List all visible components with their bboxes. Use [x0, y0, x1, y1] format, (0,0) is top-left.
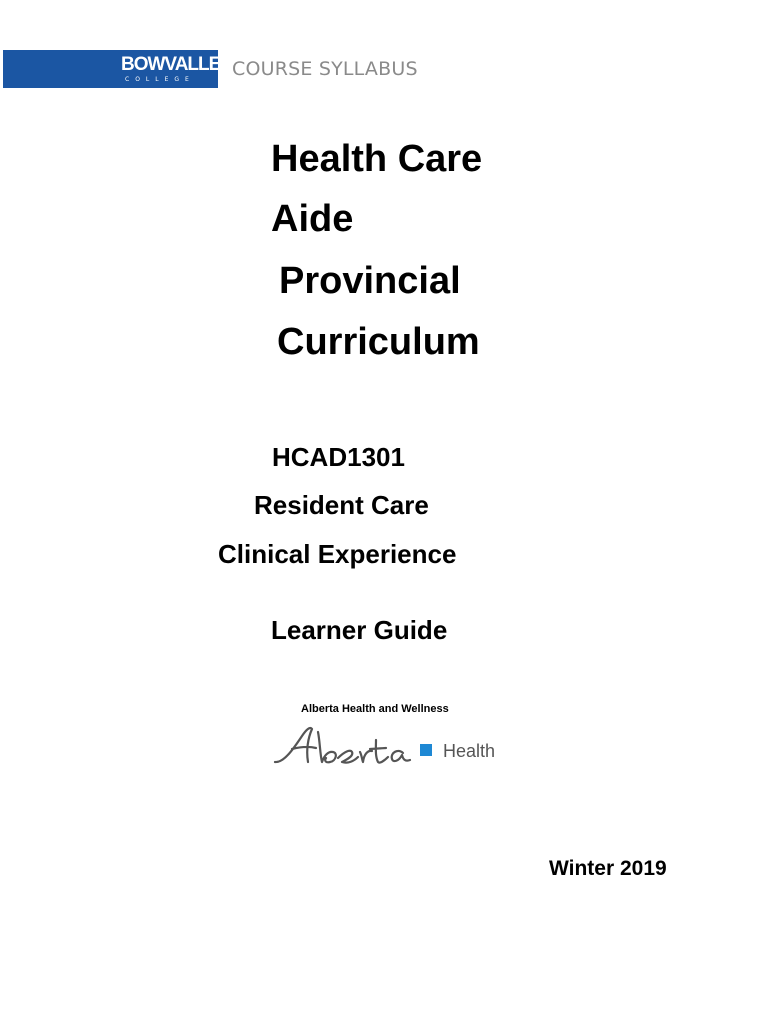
title-line-4: Curriculum: [277, 321, 480, 363]
title-line-3: Provincial: [279, 260, 461, 302]
course-code: HCAD1301: [272, 442, 405, 472]
header-bar: [3, 50, 232, 88]
alberta-accent-square: [420, 744, 432, 756]
learner-guide-label: Learner Guide: [271, 615, 448, 645]
edition-date: Winter 2019: [549, 857, 667, 880]
title-line-1: Health Care: [271, 138, 483, 180]
bow-valley-logo: [121, 54, 232, 86]
health-wordmark: Health: [443, 741, 496, 761]
course-name-line-2: Clinical Experience: [218, 539, 457, 569]
course-syllabus-label: COURSE SYLLABUS: [232, 58, 418, 80]
alberta-health-logo: [272, 722, 440, 768]
logo-name: BOWVALLEY: [121, 54, 232, 75]
logo-subtitle: COLLEGE: [125, 76, 195, 83]
alberta-health-wellness-label: Alberta Health and Wellness: [301, 703, 449, 715]
title-line-2: Aide: [271, 198, 354, 240]
course-name-line-1: Resident Care: [254, 490, 429, 520]
